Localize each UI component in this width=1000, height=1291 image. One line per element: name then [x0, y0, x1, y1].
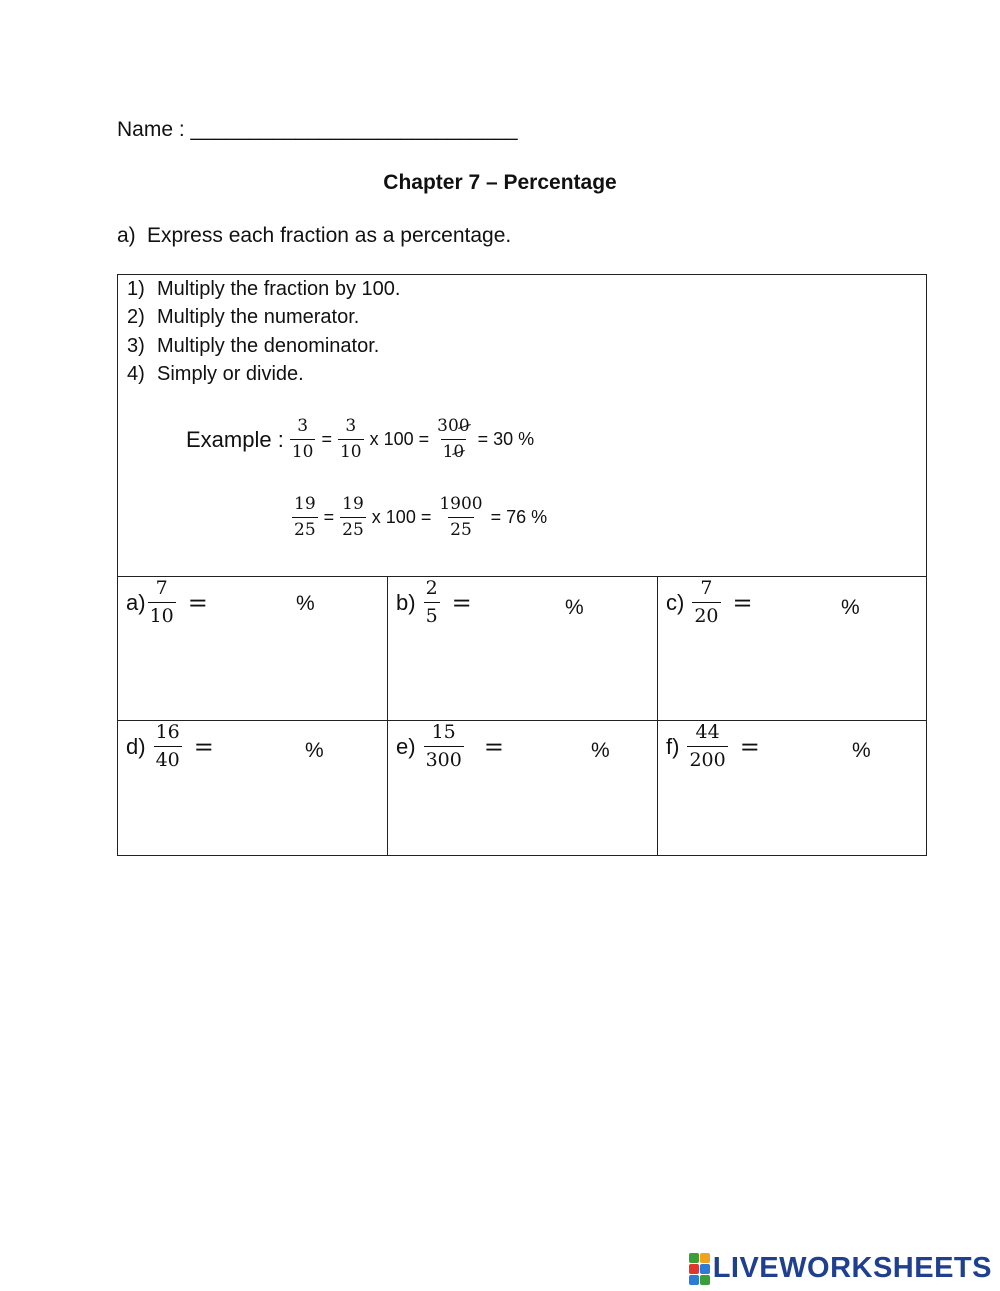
example-row-2	[290, 496, 551, 539]
name-field-label: Name : ____________________________	[117, 118, 518, 141]
question-expression	[666, 579, 753, 626]
step-text: Multiply the fraction by 100.	[157, 278, 401, 300]
example-result: = 30 %	[477, 429, 535, 449]
question-fraction: $\frac{15}{300}$	[425, 721, 462, 771]
example-fraction: $\frac{3}{10}$	[339, 416, 362, 462]
equals-sign: =	[187, 588, 208, 617]
equals-sign: =	[483, 732, 504, 761]
step-number: 1)	[127, 278, 145, 300]
equals-sign: =	[323, 507, 335, 527]
percent-answer-slot[interactable]: %	[305, 739, 324, 762]
equals-sign: =	[732, 588, 753, 617]
example-result: = 76 %	[490, 507, 548, 527]
multiply-text: x 100 =	[371, 507, 432, 527]
worksheet-table	[117, 274, 927, 856]
percent-answer-slot[interactable]: %	[565, 596, 584, 619]
example-fraction: $\frac{19}{25}$	[294, 494, 316, 540]
question-cell-f	[658, 721, 926, 856]
question-expression	[126, 723, 214, 770]
question-fraction: $\frac{7}{10}$	[149, 577, 174, 627]
question-cell-c	[658, 577, 926, 720]
example-fraction: $\frac{1900}{25}$	[439, 494, 483, 540]
instructions-box	[118, 275, 926, 577]
question-fraction: $\frac{2}{5}$	[425, 577, 438, 627]
percent-answer-slot[interactable]: %	[296, 592, 315, 615]
step-number: 4)	[127, 363, 145, 385]
example-fraction: $\frac{3}{10}$	[291, 416, 314, 462]
question-label: c)	[666, 589, 685, 615]
question-fraction: $\frac{16}{40}$	[155, 721, 180, 771]
question-label: b)	[396, 589, 416, 615]
step-item	[127, 335, 379, 358]
percent-answer-slot[interactable]: %	[841, 596, 860, 619]
liveworksheets-logo	[689, 1252, 992, 1285]
equals-sign: =	[451, 588, 472, 617]
question-cell-d	[118, 721, 387, 856]
step-number: 3)	[127, 335, 145, 357]
percent-answer-slot[interactable]: %	[591, 739, 610, 762]
question-label: f)	[666, 733, 680, 759]
equals-sign: =	[193, 732, 214, 761]
section-label: a)	[117, 224, 136, 247]
example-fraction: $\frac{19}{25}$	[342, 494, 364, 540]
equals-sign: =	[321, 429, 332, 449]
question-label: e)	[396, 733, 416, 759]
example-row-1	[186, 418, 538, 461]
logo-text: LIVEWORKSHEETS	[712, 1252, 992, 1284]
question-expression	[126, 579, 208, 626]
question-cell-a	[118, 577, 387, 720]
question-cell-e	[388, 721, 657, 856]
question-fraction: $\frac{44}{200}$	[689, 721, 726, 771]
question-expression	[666, 723, 760, 770]
step-text: Simply or divide.	[157, 363, 304, 385]
example-label: Example :	[186, 426, 284, 452]
section-text: Express each fraction as a percentage.	[147, 224, 512, 247]
question-expression	[396, 723, 504, 770]
question-label: d)	[126, 733, 146, 759]
percent-answer-slot[interactable]: %	[852, 739, 871, 762]
logo-blocks-icon	[689, 1253, 710, 1285]
question-expression	[396, 579, 472, 626]
step-text: Multiply the denominator.	[157, 335, 380, 357]
page-title: Chapter 7 – Percentage	[383, 171, 617, 194]
question-cell-b	[388, 577, 657, 720]
example-fraction-cancelled: $\frac{300}{10}$	[437, 416, 470, 462]
section-instruction	[117, 224, 511, 248]
step-number: 2)	[127, 306, 145, 328]
step-item	[127, 306, 359, 329]
step-item	[127, 363, 304, 386]
question-fraction: $\frac{7}{20}$	[694, 577, 719, 627]
equals-sign: =	[739, 732, 760, 761]
question-label: a)	[126, 589, 146, 615]
step-text: Multiply the numerator.	[157, 306, 360, 328]
step-item	[127, 278, 400, 301]
multiply-text: x 100 =	[369, 429, 430, 449]
